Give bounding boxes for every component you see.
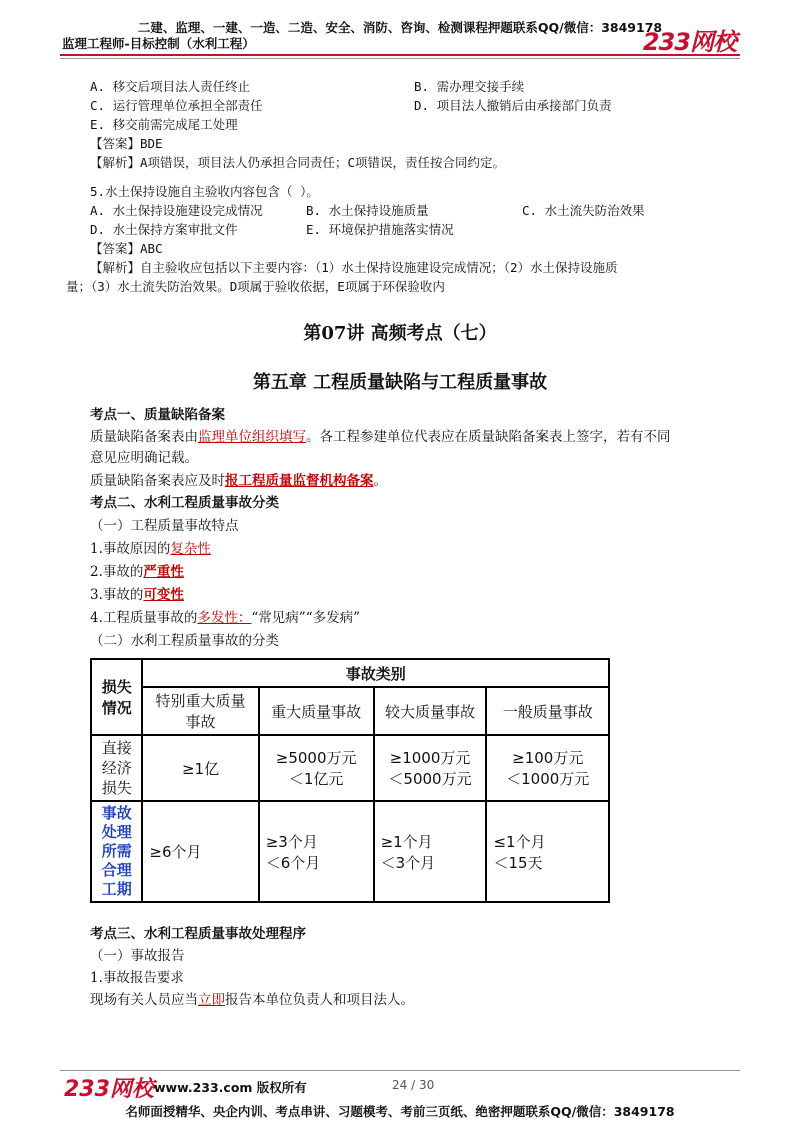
q4-option-b: B. 需办理交接手续 [414, 79, 525, 94]
kp1-title: 考点一、质量缺陷备案 [90, 407, 225, 423]
kp1-p2-highlight: 报工程质量监督机构备案 [225, 473, 374, 489]
table-category: 一般质量事故 [486, 687, 609, 735]
footer-bottom-line: 名师面授精华、央企内训、考点串讲、习题模考、考前三页纸、绝密押题联系QQ/微信：3849178 [125, 1104, 675, 1119]
kp1-p1-continuation: 意见应明确记载。 [90, 450, 198, 466]
kp1-p1-text-c: 。各工程参建单位代表应在质量缺陷备案表上签字，若有不同 [306, 429, 671, 445]
q5-answer: 【答案】ABC [90, 241, 163, 256]
quality-accident-classification-table [90, 658, 610, 903]
q5-analysis-line2: 量；（3）水土流失防治效果。D项属于验收依据，E项属于环保验收内 [66, 279, 445, 294]
header-top-line: 二建、监理、一建、一造、二造、安全、消防、咨询、检测课程押题联系QQ/微信：3849178 [137, 20, 663, 35]
q5-option-a: A. 水土保持设施建设完成情况 [90, 203, 263, 218]
q5-option-b: B. 水土保持设施质量 [306, 203, 429, 218]
table-corner-header: 损失 情况 [91, 659, 142, 735]
kp2-title: 考点二、水利工程质量事故分类 [90, 495, 279, 511]
q5-option-e: E. 环境保护措施落实情况 [306, 222, 454, 237]
table-category: 特别重大质量 事故 [142, 687, 258, 735]
q4-option-d: D. 项目法人撤销后由承接部门负责 [414, 98, 612, 113]
header-divider-thin [60, 58, 740, 59]
q5-option-c: C. 水土流失防治效果 [522, 203, 645, 218]
table-cell: ≥6个月 [142, 801, 258, 902]
kp2-item3: 3.事故的可变性 [90, 587, 184, 603]
kp2-item1: 1.事故原因的复杂性 [90, 541, 211, 557]
header-subtitle: 监理工程师-目标控制（水利工程） [62, 36, 255, 51]
table-cell: ≥1亿 [142, 735, 258, 801]
kp1-p1-text-a: 质量缺陷备案表由 [90, 429, 198, 445]
table-cell: ≥3个月 ＜6个月 [259, 801, 374, 902]
q4-option-c: C. 运行管理单位承担全部责任 [90, 98, 263, 113]
footer-divider [60, 1070, 740, 1071]
kp1-p1-highlight: 监理单位组织填写 [198, 429, 306, 445]
kp1-p2-text-c: 。 [373, 473, 387, 489]
table-cell: ≥1000万元 ＜5000万元 [374, 735, 487, 801]
q4-analysis: 【解析】A项错误，项目法人仍承担合同责任；C项错误，责任按合同约定。 [90, 155, 506, 170]
lecture-title: 第07讲 高频考点（七） [303, 323, 497, 344]
header-divider [60, 54, 740, 56]
table-cell: ≥100万元 ＜1000万元 [486, 735, 609, 801]
brand-logo: 233网校 [642, 28, 736, 56]
footer-logo: 233网校 [64, 1077, 154, 1102]
q4-answer: 【答案】BDE [90, 136, 163, 151]
kp3-title: 考点三、水利工程质量事故处理程序 [90, 926, 306, 942]
q4-option-a: A. 移交后项目法人责任终止 [90, 79, 251, 94]
table-cell: ≥1个月 ＜3个月 [374, 801, 487, 902]
kp3-item1: 1.事故报告要求 [90, 970, 184, 986]
kp2-item2: 2.事故的严重性 [90, 564, 184, 580]
table-row-label-duration: 事故 处理 所需 合理 工期 [91, 801, 142, 902]
kp3-subtitle1: （一）事故报告 [90, 948, 185, 964]
q5-stem: 5.水土保持设施自主验收内容包含（ ）。 [90, 184, 319, 199]
table-category: 较大质量事故 [374, 687, 487, 735]
page-number: 24 / 30 [392, 1078, 435, 1092]
q4-option-e: E. 移交前需完成尾工处理 [90, 117, 238, 132]
table-category: 重大质量事故 [259, 687, 374, 735]
table-row-label-economic-loss: 直接 经济 损失 [91, 735, 142, 801]
kp2-subtitle2: （二）水利工程质量事故的分类 [90, 633, 279, 649]
kp1-p2-text-a: 质量缺陷备案表应及时 [90, 473, 225, 489]
table-cell: ≤1个月 ＜15天 [486, 801, 609, 902]
q5-option-d: D. 水土保持方案审批文件 [90, 222, 238, 237]
kp2-item4: 4.工程质量事故的多发性：“常见病”“多发病” [90, 610, 360, 626]
table-cell: ≥5000万元 ＜1亿元 [259, 735, 374, 801]
q5-analysis-line1: 【解析】自主验收应包括以下主要内容：（1）水土保持设施建设完成情况；（2）水土保持设施质 [90, 260, 618, 275]
table-group-header: 事故类别 [142, 659, 609, 687]
chapter-title: 第五章 工程质量缺陷与工程质量事故 [252, 372, 548, 393]
footer-site[interactable]: www.233.com 版权所有 [154, 1080, 307, 1095]
kp3-paragraph: 现场有关人员应当立即报告本单位负责人和项目法人。 [90, 992, 414, 1008]
kp1-paragraph1 [90, 427, 671, 447]
kp2-subtitle1: （一）工程质量事故特点 [90, 518, 239, 534]
kp1-paragraph2 [90, 471, 387, 491]
